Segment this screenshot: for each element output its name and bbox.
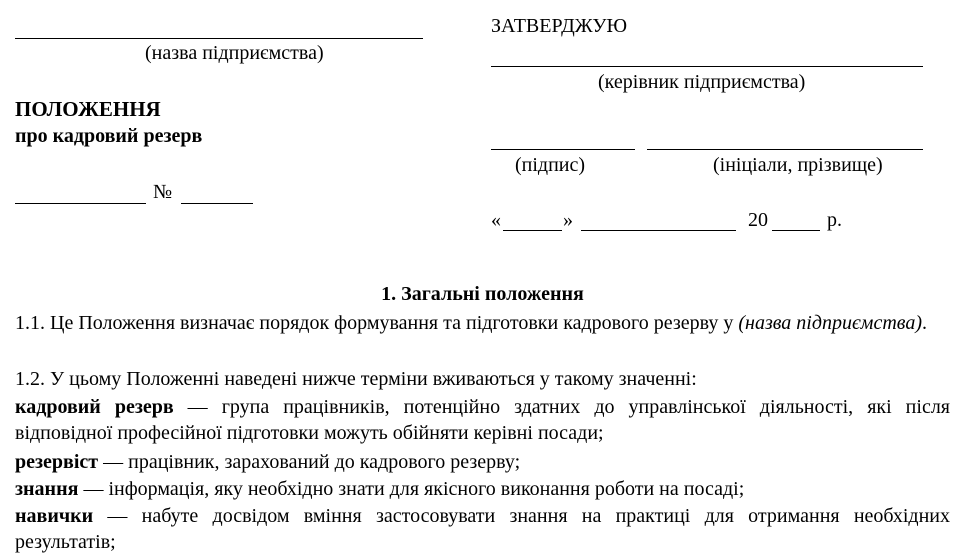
approve-label: ЗАТВЕРДЖУЮ <box>491 15 628 37</box>
year-suffix: р. <box>827 209 842 231</box>
document-subtitle: про кадровий резерв <box>15 125 203 147</box>
head-of-company-caption: (керівник підприємства) <box>598 71 806 93</box>
date-close-quote: » <box>563 209 573 231</box>
document-number-blank[interactable] <box>181 203 253 204</box>
full-name-blank[interactable] <box>647 149 923 150</box>
section-heading: 1. Загальні положення <box>381 283 584 305</box>
definition: — працівник, зарахований до кадрового резерву; <box>98 451 521 473</box>
company-name-caption: (назва підприємства) <box>145 42 324 64</box>
signature-blank[interactable] <box>491 149 635 150</box>
term-definition <box>15 394 950 446</box>
paragraph-1-1 <box>15 310 950 336</box>
definition: — група працівників, потенційно здатних до управлінської діяльності, які після відповідної професійної підготовки можуть обійняти керівні посади; <box>15 396 951 444</box>
definition: — інформація, яку необхідно знати для якісного виконання роботи на посаді; <box>78 478 745 500</box>
date-open-quote: « <box>491 209 501 231</box>
definition: — набуте досвідом вміння застосовувати знання на практиці для отримання необхідних результатів; <box>15 505 950 553</box>
company-name-blank[interactable] <box>15 38 423 39</box>
month-blank[interactable] <box>581 230 736 231</box>
document-date-blank[interactable] <box>15 203 146 204</box>
term: кадровий резерв <box>15 396 174 418</box>
year-prefix: 20 <box>748 209 768 231</box>
document-title: ПОЛОЖЕННЯ <box>15 97 161 121</box>
term-definition <box>15 476 950 502</box>
number-sign: № <box>153 181 173 203</box>
head-of-company-blank[interactable] <box>491 66 923 67</box>
term-definition <box>15 449 950 475</box>
paragraph-1-1-text: 1.1. Це Положення визначає порядок формування та підготовки кадрового резерву у <box>15 312 739 334</box>
term: навички <box>15 505 94 527</box>
paragraph-1-1-end: . <box>921 312 927 334</box>
full-name-caption: (ініціали, прізвище) <box>713 154 883 176</box>
term: знання <box>15 478 79 500</box>
term: резервіст <box>15 451 99 473</box>
year-blank[interactable] <box>772 230 820 231</box>
paragraph-1-2: 1.2. У цьому Положенні наведені нижче терміни вживаються у такому значенні: <box>15 368 697 390</box>
term-definition <box>15 503 950 555</box>
signature-caption: (підпис) <box>515 154 586 176</box>
company-name-placeholder: (назва підприємства) <box>738 312 922 334</box>
day-blank[interactable] <box>503 230 562 231</box>
